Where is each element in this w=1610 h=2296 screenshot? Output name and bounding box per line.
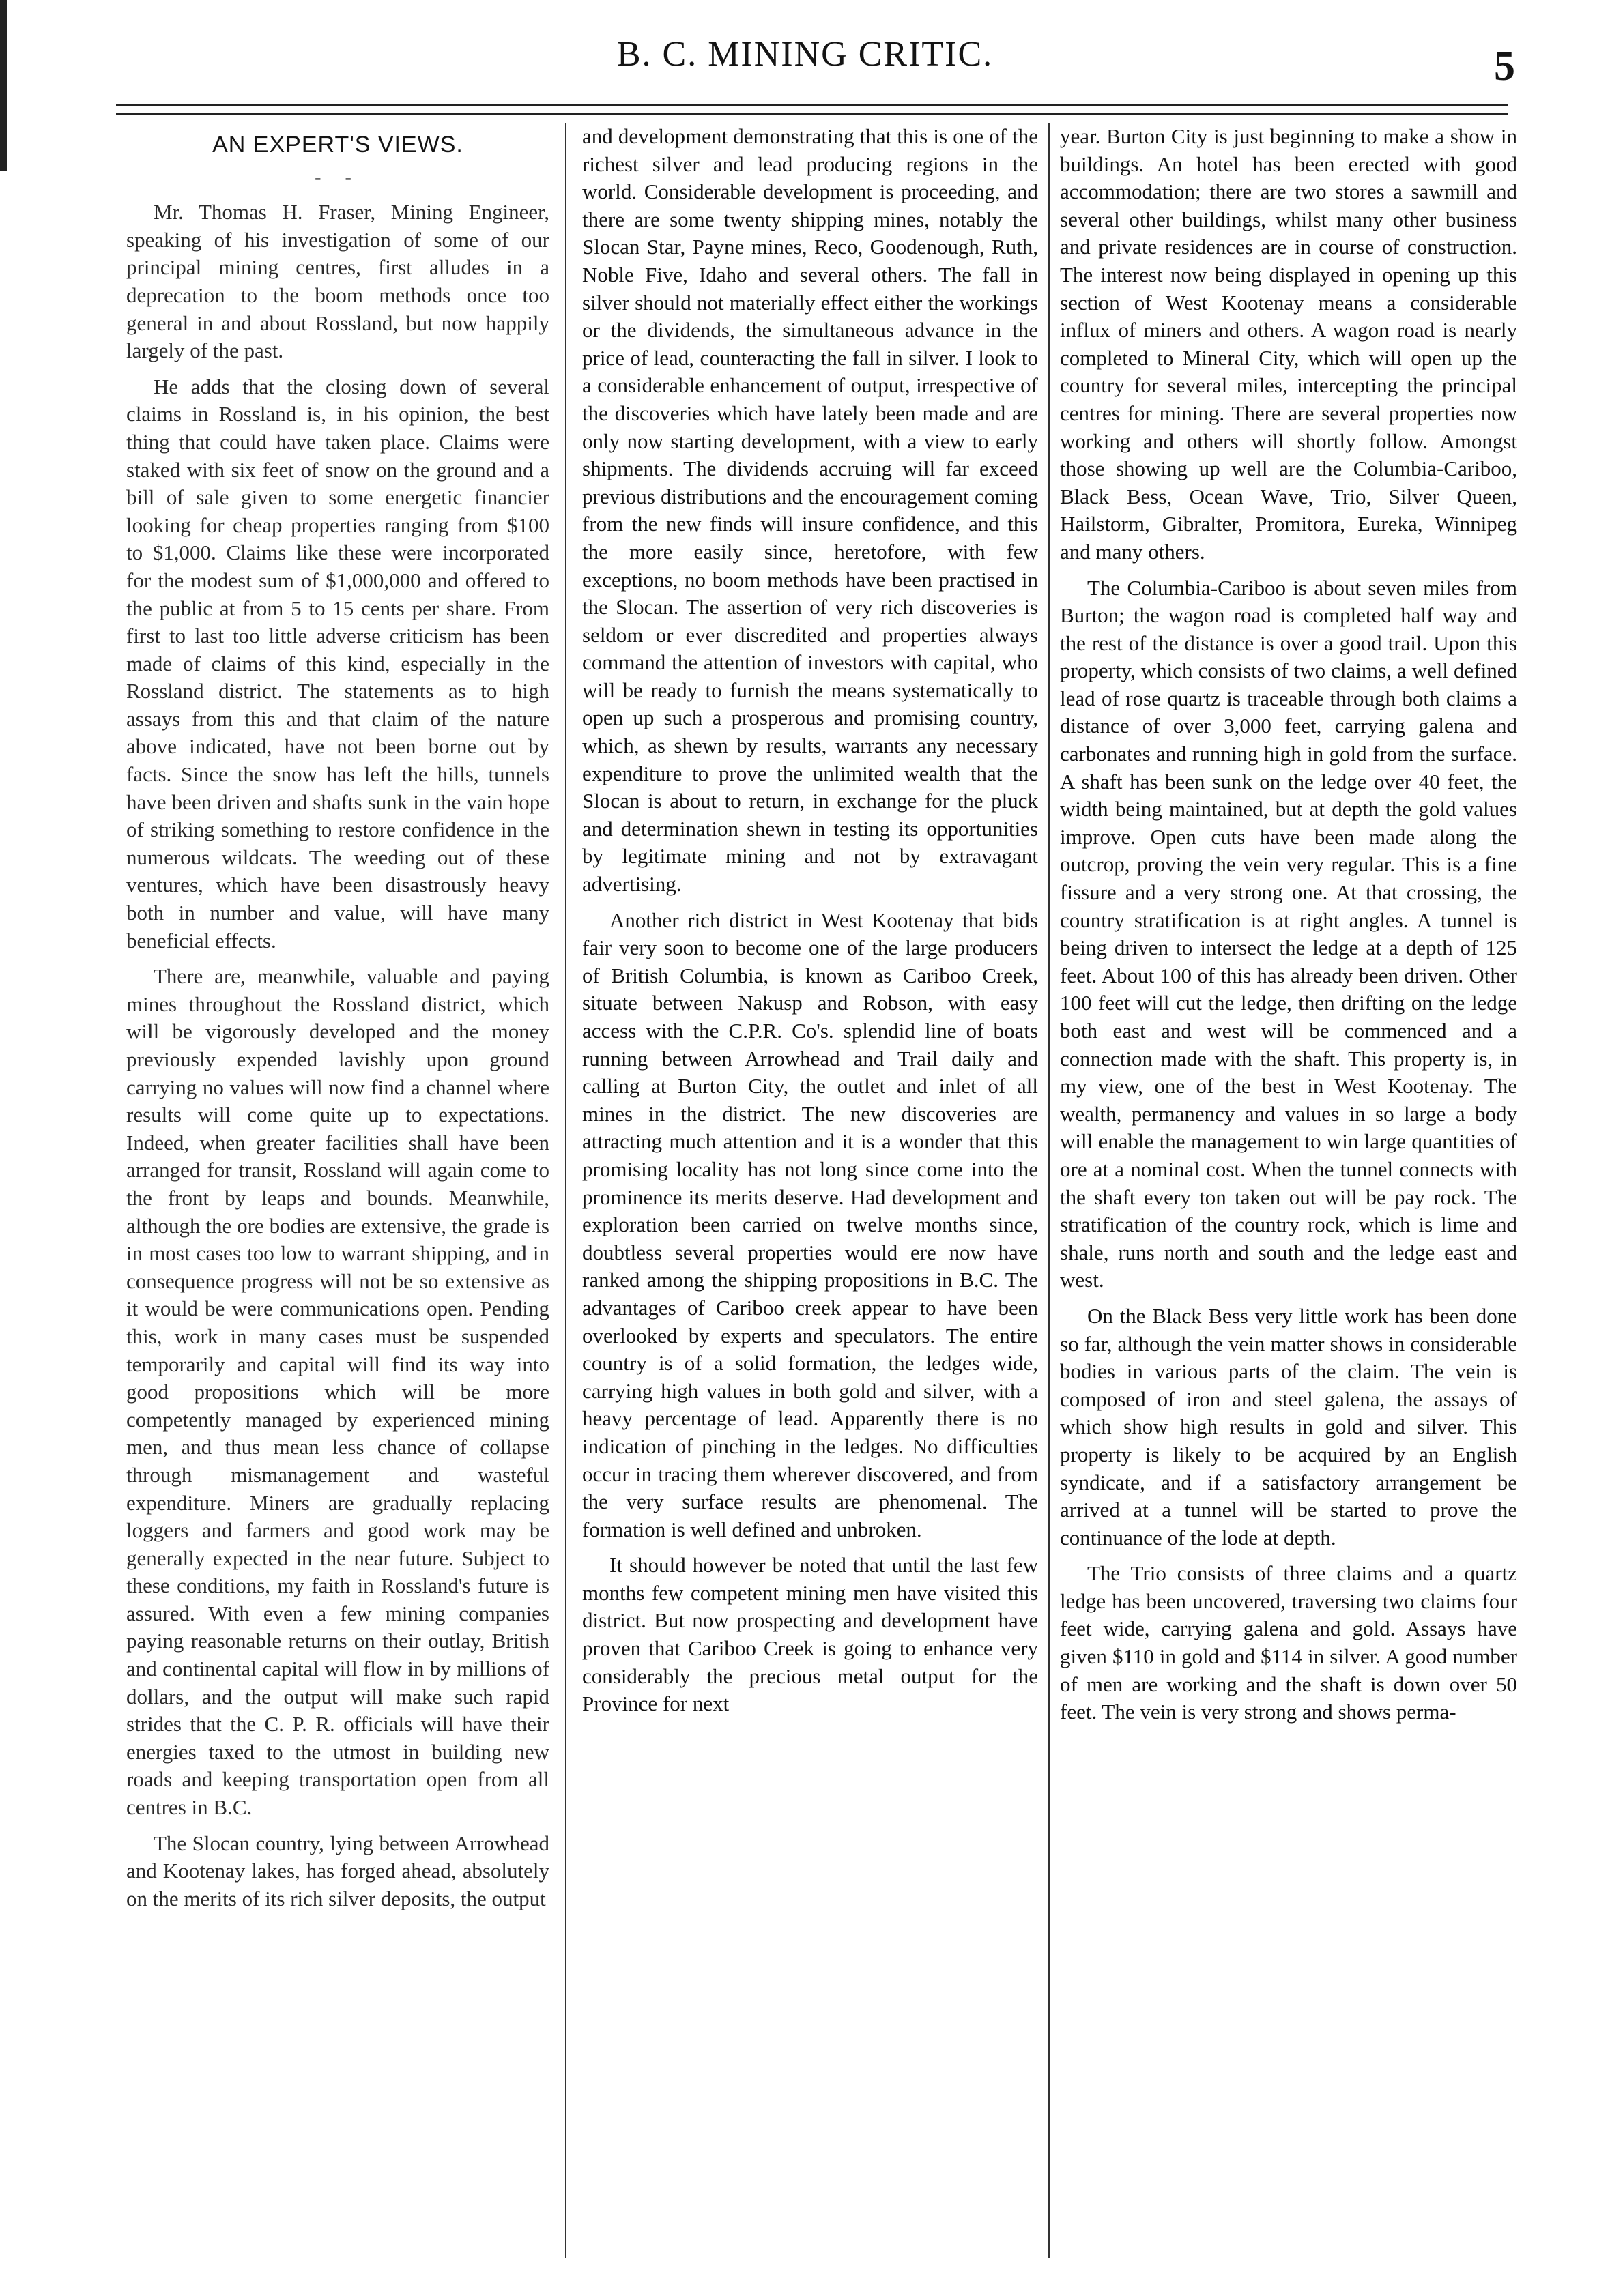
paragraph: Mr. Thomas H. Fraser, Mining Engineer, speaking of his investigation of some of our principal mining centres, first alludes in a deprecation to the boom methods once too general in and about Rossland, but now happily largely of the past. bbox=[126, 200, 549, 363]
column-1 bbox=[126, 123, 549, 2258]
column-2 bbox=[582, 123, 1038, 2258]
page-number: 5 bbox=[1494, 43, 1515, 89]
paragraph: The Columbia-Cariboo is about seven miles from Burton; the wagon road is completed half way and the rest of the distance is over a good trail. Upon this property, which consists of two claims, a well defined lead of rose quartz is traceable through both claims a distance of over 3,000 feet, carrying galena and carbonates and running high in gold from the surface. A shaft has been sunk on the ledge over 40 feet, the width being maintained, but at depth the gold values improve. Open cuts have been made along the outcrop, proving the vein very regular. This is a fine fissure and a very strong one. At that crossing, the country stratification is at right angles. A tunnel is being driven to intersect the ledge at a depth of 125 feet. About 100 of this has already been driven. Other 100 feet will cut the ledge, then drifting on the ledge both east and west will be commenced and a connection made with the shaft. This property is, in my view, one of the best in West Kootenay. The wealth, permanency and values in so large a body will enable the management to win large quantities of ore at a nominal cost. When the tunnel connects with the shaft every ton taken out will be pay rock. The stratification of the country rock, which is lime and shale, runs north and south and the ledge east and west. bbox=[1060, 575, 1517, 1292]
column-divider bbox=[1048, 123, 1050, 2258]
paragraph: It should however be noted that until the last few months few competent mining men have visited this district. But now prospecting and development have proven that Cariboo Creek is going to enhance very considerably the precious metal output for the Province for next bbox=[582, 1553, 1038, 1716]
paragraph: year. Burton City is just beginning to make a show in buildings. An hotel has been erected with good accommodation; there are two stores a sawmill and several other buildings, whilst many other business and private residences are in course of construction. The interest now being displayed in opening up this section of West Kootenay means a considerable influx of miners and others. A wagon road is nearly completed to Mineral City, which will open up the country for several miles, intercepting the principal centres for mining. There are several properties now working and others will shortly follow. Amongst those showing up well are the Columbia-Cariboo, Black Bess, Ocean Wave, Trio, Silver Queen, Hailstorm, Gibralter, Promitora, Eureka, Winnipeg and many others. bbox=[1060, 124, 1517, 564]
header-rule-thin bbox=[116, 113, 1508, 115]
paragraph: There are, meanwhile, valuable and paying mines throughout the Rossland district, which will be vigorously developed and the money previously expended lavishly upon ground carrying no values will now find a channel where results will come quite up to expectations. Indeed, when greater facilities shall have been arranged for transit, Rossland will again come to the front by leaps and bounds. Meanwhile, although the ore bodies are extensive, the grade is in most cases too low to warrant shipping, and in consequence progress will not be so extensive as it would be were communications open. Pending this, work in many cases must be suspended temporarily and capital will find its way into good propositions which will be more competently managed by experienced mining men, and thus mean less chance of collapse through mismanagement and wasteful expenditure. Miners are gradually replacing loggers and farmers and good work may be generally expected in the near future. Subject to these conditions, my faith in Rossland's future is assured. With even a few mining companies paying reasonable returns on their outlay, British and continental capital will flow in by millions of dollars, and the output will make such rapid strides that the C. P. R. officials will have their energies taxed to the utmost in building new roads and keeping transportation open from all centres in B.C. bbox=[126, 964, 549, 1820]
masthead: B. C. MINING CRITIC. bbox=[616, 35, 994, 74]
column-divider bbox=[565, 123, 566, 2258]
column-3 bbox=[1060, 123, 1517, 2258]
paragraph: On the Black Bess very little work has been done so far, although the vein matter shows in considerable bodies in various parts of the claim. The vein is composed of iron and steel galena, the assays of which show high results in gold and silver. This property is likely to be acquired by an English syndicate, and if a satisfactory arrangement be arrived at a tunnel will be started to prove the continuance of the lode at depth. bbox=[1060, 1303, 1517, 1550]
paragraph: He adds that the closing down of several claims in Rossland is, in his opinion, the best thing that could have taken place. Claims were staked with six feet of snow on the ground and a bill of sale given to some energetic financier looking for cheap properties ranging from $100 to $1,000. Claims like these were incorporated for the modest sum of $1,000,000 and offered to the public at from 5 to 15 cents per share. From first to last too little adverse criticism has been made of claims of this kind, especially in the Rossland district. The statements as to high assays from this and that claim of the nature above indicated, have not been borne out by facts. Since the snow has left the hills, tunnels have been driven and shafts sunk in the vain hope of striking something to restore confidence in the numerous wildcats. The weeding out of these ventures, which have been disastrously heavy both in number and value, will have many beneficial effects. bbox=[126, 374, 549, 953]
header-rule-thick bbox=[116, 104, 1508, 106]
paragraph: The Slocan country, lying between Arrowhead and Kootenay lakes, has forged ahead, absolutely on the merits of its rich silver deposits, the output bbox=[126, 1831, 549, 1910]
paragraph: Another rich district in West Kootenay that bids fair very soon to become one of the large producers of British Columbia, is known as Cariboo Creek, situate between Nakusp and Robson, with easy access with the C.P.R. Co's. splendid line of boats running between Arrowhead and Trail daily and calling at Burton City, the outlet and inlet of all mines in the district. The new discoveries are attracting much attention and it is a wonder that this promising locality has not long since come into the prominence its merits deserve. Had development and exploration been carried on twelve months since, doubtless several properties would ere now have ranked among the shipping propositions in B.C. The advantages of Cariboo creek appear to have been overlooked by experts and speculators. The entire country is of a solid formation, the ledges wide, carrying high values in both gold and silver, with a heavy percentage of lead. Apparently there is no indication of pinching in the ledges. No difficulties occur in tracing them wherever discovered, and from the very surface results are phenomenal. The formation is well defined and unbroken. bbox=[582, 907, 1038, 1541]
paragraph: The Trio consists of three claims and a quartz ledge has been uncovered, traversing two claims four feet wide, carrying galena and gold. Assays have given $110 in gold and $114 in silver. A good number of men are working and the shaft is down over 50 feet. The vein is very strong and shows perma- bbox=[1060, 1561, 1517, 1724]
heading-separator: - - bbox=[315, 166, 361, 188]
paragraph: and development demonstrating that this is one of the richest silver and lead producing regions in the world. Considerable development is proceeding, and there are some twenty shipping mines, notably the Slocan Star, Payne mines, Reco, Goodenough, Ruth, Noble Five, Idaho and several others. The fall in silver should not materially effect either the workings or the dividends, the simultaneous advance in the price of lead, counteracting the fall in silver. I look to a considerable enhancement of output, irrespective of the discoveries which have lately been made and are only now starting development, with a view to early shipments. The dividends accruing will far exceed previous distributions and the encouragement coming from the new finds will insure confidence, and this the more easily since, heretofore, with few exceptions, no boom methods have been practised in the Slocan. The assertion of very rich discoveries is seldom or ever discredited and properties always command the attention of investors with capital, who will be ready to furnish the means systematically to open up such a prosperous and promising country, which, as shewn by results, warrants any necessary expenditure to prove the unlimited wealth that the Slocan is about to return, in exchange for the pluck and determination shewn in testing its opportunities by legitimate mining and not by extravagant advertising. bbox=[582, 124, 1038, 897]
article-heading: AN EXPERT'S VIEWS. bbox=[212, 132, 463, 158]
scan-edge-bar bbox=[0, 0, 7, 171]
